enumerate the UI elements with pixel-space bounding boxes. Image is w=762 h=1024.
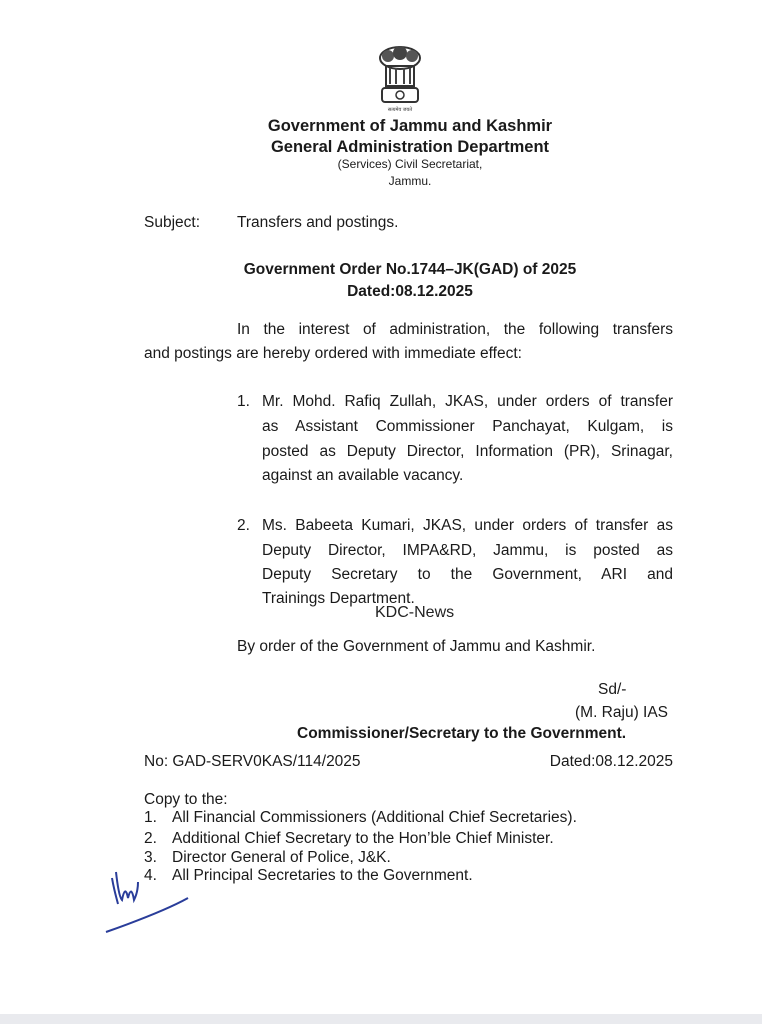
emblem bbox=[374, 44, 426, 114]
item-line: Trainings Department. bbox=[262, 590, 415, 607]
copy-heading: Copy to the: bbox=[144, 791, 228, 808]
copy-item: All Financial Commissioners (Additional Chief Secretaries). bbox=[172, 809, 577, 826]
item-line: as Assistant Commissioner Panchayat, Kulgam, is bbox=[262, 418, 673, 435]
copy-number: 2. bbox=[144, 830, 157, 847]
page-bottom-edge bbox=[0, 1014, 762, 1024]
copy-number: 3. bbox=[144, 849, 157, 866]
handwritten-initials bbox=[100, 860, 195, 940]
item-line: Ms. Babeeta Kumari, JKAS, under orders of transfer as bbox=[262, 517, 673, 534]
reference-date: Dated:08.12.2025 bbox=[549, 753, 673, 770]
copy-number: 1. bbox=[144, 809, 157, 826]
header-city: Jammu. bbox=[388, 174, 432, 188]
item-line: posted as Deputy Director, Information (PR), Srinagar, bbox=[262, 443, 673, 460]
item-line: Mr. Mohd. Rafiq Zullah, JKAS, under orders of transfer bbox=[262, 393, 673, 410]
reference-number: No: GAD-SERV0KAS/114/2025 bbox=[144, 753, 361, 770]
intro-line: In the interest of administration, the following transfers bbox=[237, 321, 673, 338]
item-number: 2. bbox=[237, 517, 250, 534]
item-line: Deputy Secretary to the Government, ARI and bbox=[262, 566, 673, 583]
item-line: against an available vacancy. bbox=[262, 467, 464, 484]
watermark: KDC-News bbox=[375, 604, 455, 621]
order-title: Government Order No.1744–JK(GAD) of 2025 bbox=[243, 261, 577, 278]
intro-line: and postings are hereby ordered with immediate effect: bbox=[144, 345, 522, 362]
signature-sd: Sd/- bbox=[598, 681, 627, 698]
emblem-motto: सत्यमेव जयते bbox=[387, 107, 413, 113]
copy-item: Additional Chief Secretary to the Hon’ble Chief Minister. bbox=[172, 830, 554, 847]
signatory-name: (M. Raju) IAS bbox=[575, 704, 669, 721]
order-date: Dated:08.12.2025 bbox=[347, 283, 473, 300]
by-order: By order of the Government of Jammu and Kashmir. bbox=[237, 638, 596, 655]
item-number: 1. bbox=[237, 393, 250, 410]
header-office: (Services) Civil Secretariat, bbox=[337, 157, 483, 171]
signatory-designation: Commissioner/Secretary to the Government. bbox=[297, 725, 627, 742]
copy-item: All Principal Secretaries to the Government. bbox=[172, 867, 473, 884]
copy-item: Director General of Police, J&K. bbox=[172, 849, 391, 866]
subject-text: Transfers and postings. bbox=[237, 214, 399, 231]
subject-label: Subject: bbox=[144, 214, 201, 231]
item-line: Deputy Director, IMPA&RD, Jammu, is posted as bbox=[262, 542, 673, 559]
header-department: General Administration Department bbox=[270, 138, 550, 156]
header-government: Government of Jammu and Kashmir bbox=[267, 117, 553, 135]
copy-number: 4. bbox=[144, 867, 157, 884]
